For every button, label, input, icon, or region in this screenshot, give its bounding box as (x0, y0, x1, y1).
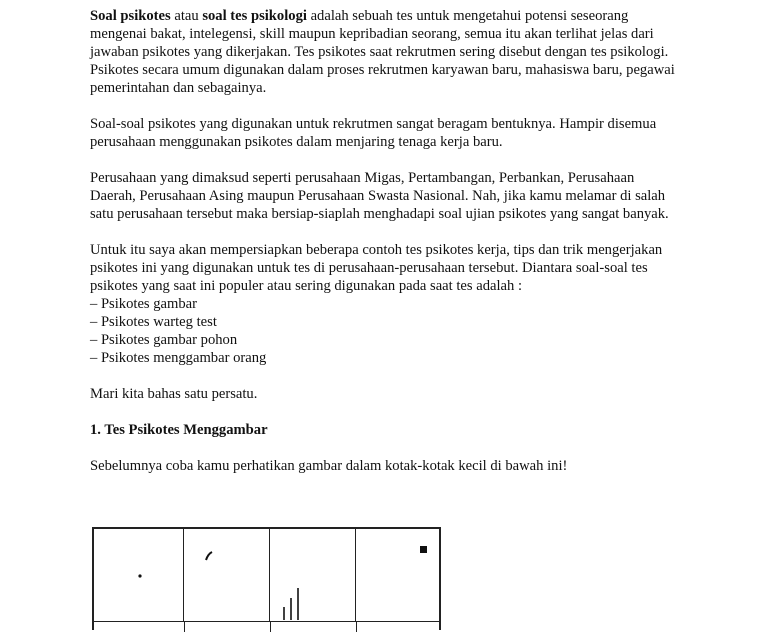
curve-stimulus (204, 550, 214, 562)
intro-text-1: atau (170, 8, 203, 24)
list-item: – Psikotes warteg test (90, 314, 217, 330)
list-item: – Psikotes gambar (90, 296, 198, 312)
black-square-stimulus (420, 546, 428, 554)
grid-box-7 (270, 621, 357, 632)
grid-box-3 (270, 529, 356, 621)
test-type-list (90, 295, 682, 367)
grid-box-4 (356, 529, 439, 621)
paragraph-2: Soal-soal psikotes yang digunakan untuk rekrutmen sangat beragam bentuknya. Hampir disemua perusahaan menggunakan psikotes dalam menjaring tenaga kerja baru. (90, 116, 657, 150)
paragraph-6: Sebelumnya coba kamu perhatikan gambar dalam kotak-kotak kecil di bawah ini! (90, 458, 568, 474)
list-item: – Psikotes gambar pohon (90, 332, 238, 348)
intro-text-2: adalah sebuah tes untuk mengetahui potensi seseorang mengenai bakat, intelegensi, skill maupun kepribadian seorang, semua itu akan terlihat jelas dari jawaban psikotes yang dikerjakan. Tes psikotes saat rekrutmen sering disebut dengan tes psikologi. Psikotes secara umum digunakan dalam proses rekrutmen karyawan baru, mahasiswa baru, pegawai pemerintahan dan sebagainya. (90, 8, 675, 96)
intro-paragraph (90, 7, 682, 97)
document-page (90, 7, 682, 475)
grid-box-1 (94, 529, 184, 621)
grid-box-6 (184, 621, 271, 632)
wartegg-drawing-grid (92, 527, 441, 630)
list-item: – Psikotes menggambar orang (90, 350, 267, 366)
ascending-lines-stimulus (280, 585, 308, 621)
grid-box-5 (94, 621, 185, 632)
paragraph-3: Perusahaan yang dimaksud seperti perusahaan Migas, Pertambangan, Perbankan, Perusahaan Daerah, Perusahaan Asing maupun Perusahaan Swasta Nasional. Nah, jika kamu melamar di salah satu perusahaan tersebut maka bersiap-siaplah menghadapi soal ujian psikotes yang sangat banyak. (90, 170, 669, 222)
paragraph-5: Mari kita bahas satu persatu. (90, 386, 258, 402)
dot-stimulus (138, 574, 142, 578)
section-heading: 1. Tes Psikotes Menggambar (90, 422, 268, 438)
grid-box-2 (184, 529, 270, 621)
paragraph-4: Untuk itu saya akan mempersiapkan beberapa contoh tes psikotes kerja, tips dan trik mengerjakan psikotes ini yang digunakan untuk tes di perusahaan-perusahaan tersebut. Diantara soal-soal tes psikotes yang saat ini populer atau sering digunakan pada saat tes adalah : (90, 242, 663, 294)
intro-bold-term-2: soal tes psikologi (202, 8, 307, 24)
intro-bold-term: Soal psikotes (90, 8, 171, 24)
